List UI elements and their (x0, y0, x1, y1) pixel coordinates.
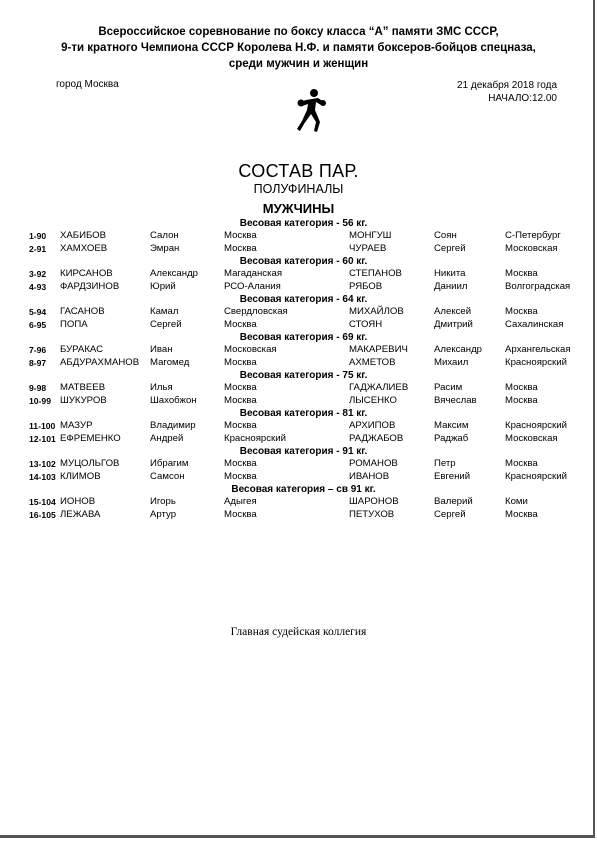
red-lastname: ШУКУРОВ (60, 394, 107, 406)
red-region: Москва (224, 420, 257, 431)
blue-lastname: ИВАНОВ (349, 470, 390, 482)
blue-region: Волгоградская (505, 280, 571, 292)
red-firstname: Иван (150, 344, 173, 355)
pair-row (0, 433, 597, 446)
pair-row (0, 230, 597, 243)
blue-lastname: РАДЖАБОВ (349, 432, 404, 444)
stage-subtitle: ПОЛУФИНАЛЫ (253, 182, 344, 196)
date-block (457, 79, 557, 105)
weight-category-heading: Весовая категория – св 91 кг. (231, 484, 376, 495)
red-region: Москва (224, 356, 257, 368)
red-firstname: Салон (150, 230, 179, 241)
red-region: Москва (224, 394, 257, 406)
weight-category-heading: Весовая категория - 60 кг. (239, 256, 368, 267)
weight-category-heading: Весовая категория - 81 кг. (239, 408, 368, 419)
blue-region: Москва (505, 268, 538, 279)
red-firstname: Эмран (150, 242, 180, 254)
start-time: НАЧАЛО:12.00 (488, 93, 557, 104)
blue-firstname: Валерий (434, 496, 473, 507)
header-line-1: Всероссийское соревнование по боксу класса “А” памяти ЗМС СССР, (98, 26, 499, 38)
gender-heading: МУЖЧИНЫ (262, 201, 335, 216)
blue-region: Красноярский (505, 420, 567, 431)
red-lastname: ЛЕЖАВА (60, 508, 101, 520)
bout-number: 1-90 (29, 231, 47, 241)
red-lastname: ФАРДЗИНОВ (60, 280, 120, 292)
blue-firstname: Александр (434, 344, 483, 355)
weight-category-heading: Весовая категория - 56 кг. (239, 218, 368, 229)
red-firstname: Артур (150, 508, 177, 520)
bout-number: 5-94 (29, 307, 47, 317)
pair-row (0, 509, 597, 522)
pair-row (0, 306, 597, 319)
red-region: Свердловская (224, 306, 288, 317)
red-lastname: МУЦОЛЬГОВ (60, 458, 120, 469)
pair-row (0, 344, 597, 357)
blue-firstname: Сергей (434, 242, 466, 254)
red-lastname: ХАМХОЕВ (60, 242, 108, 254)
blue-region: Красноярский (505, 470, 567, 482)
blue-region: Москва (505, 382, 538, 393)
bout-number: 12-101 (29, 433, 56, 444)
blue-firstname: Алексей (434, 306, 472, 317)
bout-number: 6-95 (29, 319, 47, 330)
bout-number: 8-97 (29, 357, 47, 368)
blue-lastname: РЯБОВ (349, 280, 383, 292)
pair-row (0, 395, 597, 408)
red-firstname: Шахобжон (150, 394, 197, 406)
red-region: Красноярский (224, 432, 286, 444)
red-lastname: АБДУРАХМАНОВ (60, 356, 140, 368)
red-region: Москва (224, 230, 257, 241)
document-header (0, 24, 597, 72)
blue-region: Москва (505, 458, 538, 469)
blue-region: Москва (505, 394, 538, 406)
weight-category-heading: Весовая категория - 64 кг. (239, 294, 368, 305)
red-region: Москва (224, 382, 257, 393)
blue-lastname: ГАДЖАЛИЕВ (349, 382, 409, 393)
blue-lastname: МАКАРЕВИЧ (349, 344, 408, 355)
weight-category-heading: Весовая категория - 75 кг. (239, 370, 368, 381)
red-region: РСО-Алания (224, 280, 281, 292)
blue-lastname: СТЕПАНОВ (349, 268, 402, 279)
red-lastname: ГАСАНОВ (60, 306, 105, 317)
blue-region: Сахалинская (505, 318, 564, 330)
red-lastname: КИРСАНОВ (60, 268, 113, 279)
red-region: Москва (224, 508, 257, 520)
red-region: Московская (224, 344, 277, 355)
bout-number: 3-92 (29, 269, 47, 279)
city-label: город Москва (56, 79, 119, 90)
bout-number: 2-91 (29, 243, 47, 254)
blue-region: Московская (505, 242, 558, 254)
blue-firstname: Сергей (434, 508, 466, 520)
blue-firstname: Даниил (434, 280, 468, 292)
red-region: Москва (224, 242, 257, 254)
red-lastname: МАТВЕЕВ (60, 382, 106, 393)
pair-row (0, 319, 597, 332)
pair-row (0, 471, 597, 484)
blue-firstname: Евгений (434, 470, 471, 482)
weight-category-heading: Весовая категория - 91 кг. (239, 446, 368, 457)
bout-number: 4-93 (29, 281, 47, 292)
red-firstname: Игорь (150, 496, 176, 507)
blue-firstname: Вячеслав (434, 394, 477, 406)
red-region: Москва (224, 458, 257, 469)
event-date: 21 декабря 2018 года (456, 80, 557, 91)
red-region: Адыгея (224, 496, 257, 507)
red-firstname: Магомед (150, 356, 190, 368)
red-lastname: ЕФРЕМЕНКО (60, 432, 121, 444)
red-lastname: МАЗУР (60, 420, 93, 431)
blue-region: Москва (505, 306, 538, 317)
page-title: СОСТАВ ПАР. (238, 161, 359, 181)
red-firstname: Сергей (150, 318, 182, 330)
pair-row (0, 357, 597, 370)
red-firstname: Илья (150, 382, 173, 393)
weight-category-heading: Весовая категория - 69 кг. (239, 332, 368, 343)
blue-firstname: Максим (434, 420, 469, 431)
blue-firstname: Расим (434, 382, 463, 393)
bout-number: 14-103 (29, 471, 56, 482)
blue-firstname: Дмитрий (434, 318, 473, 330)
red-lastname: ИОНОВ (60, 496, 96, 507)
blue-lastname: ПЕТУХОВ (349, 508, 395, 520)
red-firstname: Самсон (150, 470, 185, 482)
blue-lastname: ШАРОНОВ (349, 496, 399, 507)
red-firstname: Владимир (150, 420, 196, 431)
pair-row (0, 382, 597, 395)
bout-number: 11-100 (29, 421, 56, 431)
blue-firstname: Раджаб (434, 432, 469, 444)
pair-row (0, 458, 597, 471)
bout-number: 10-99 (29, 395, 51, 406)
blue-firstname: Михаил (434, 356, 469, 368)
blue-firstname: Соян (434, 230, 457, 241)
pair-row (0, 281, 597, 294)
blue-firstname: Никита (434, 268, 466, 279)
blue-firstname: Петр (434, 458, 456, 469)
pair-row (0, 420, 597, 433)
red-firstname: Ибрагим (150, 458, 189, 469)
red-lastname: ХАБИБОВ (60, 230, 107, 241)
blue-lastname: МИХАЙЛОВ (349, 306, 404, 317)
pair-row (0, 268, 597, 281)
footer-signature: Главная судейская коллегия (230, 626, 367, 638)
blue-lastname: МОНГУШ (349, 230, 392, 241)
blue-region: С-Петербург (505, 230, 561, 241)
red-firstname: Юрий (150, 280, 176, 292)
bout-number: 7-96 (29, 345, 47, 355)
red-firstname: Камал (150, 306, 179, 317)
blue-lastname: СТОЯН (349, 318, 383, 330)
bout-number: 9-98 (29, 383, 47, 393)
blue-region: Красноярский (505, 356, 567, 368)
blue-region: Москва (505, 508, 538, 520)
red-lastname: КЛИМОВ (60, 470, 101, 482)
pair-row (0, 496, 597, 509)
boxer-logo-icon (296, 88, 326, 132)
blue-lastname: ЛЫСЕНКО (349, 394, 397, 406)
red-lastname: БУРАКАС (60, 344, 104, 355)
red-region: Магаданская (224, 268, 283, 279)
red-lastname: ПОПА (60, 318, 88, 330)
bout-number: 15-104 (29, 497, 56, 507)
blue-lastname: РОМАНОВ (349, 458, 398, 469)
pair-row (0, 243, 597, 256)
blue-region: Московская (505, 432, 558, 444)
red-firstname: Александр (150, 268, 199, 279)
blue-region: Коми (505, 496, 528, 507)
red-firstname: Андрей (150, 432, 184, 444)
bout-number: 13-102 (29, 459, 56, 469)
header-line-2: 9-ти кратного Чемпиона СССР Королева Н.Ф. и памяти боксеров-бойцов спецназа, (61, 42, 536, 54)
blue-lastname: ЧУРАЕВ (349, 242, 387, 254)
header-line-3: среди мужчин и женщин (228, 58, 369, 70)
red-region: Москва (224, 318, 257, 330)
bout-number: 16-105 (29, 509, 56, 520)
red-region: Москва (224, 470, 257, 482)
blue-lastname: АХМЕТОВ (349, 356, 396, 368)
blue-lastname: АРХИПОВ (349, 420, 396, 431)
pairs-table (0, 217, 597, 521)
blue-region: Архангельская (505, 344, 571, 355)
